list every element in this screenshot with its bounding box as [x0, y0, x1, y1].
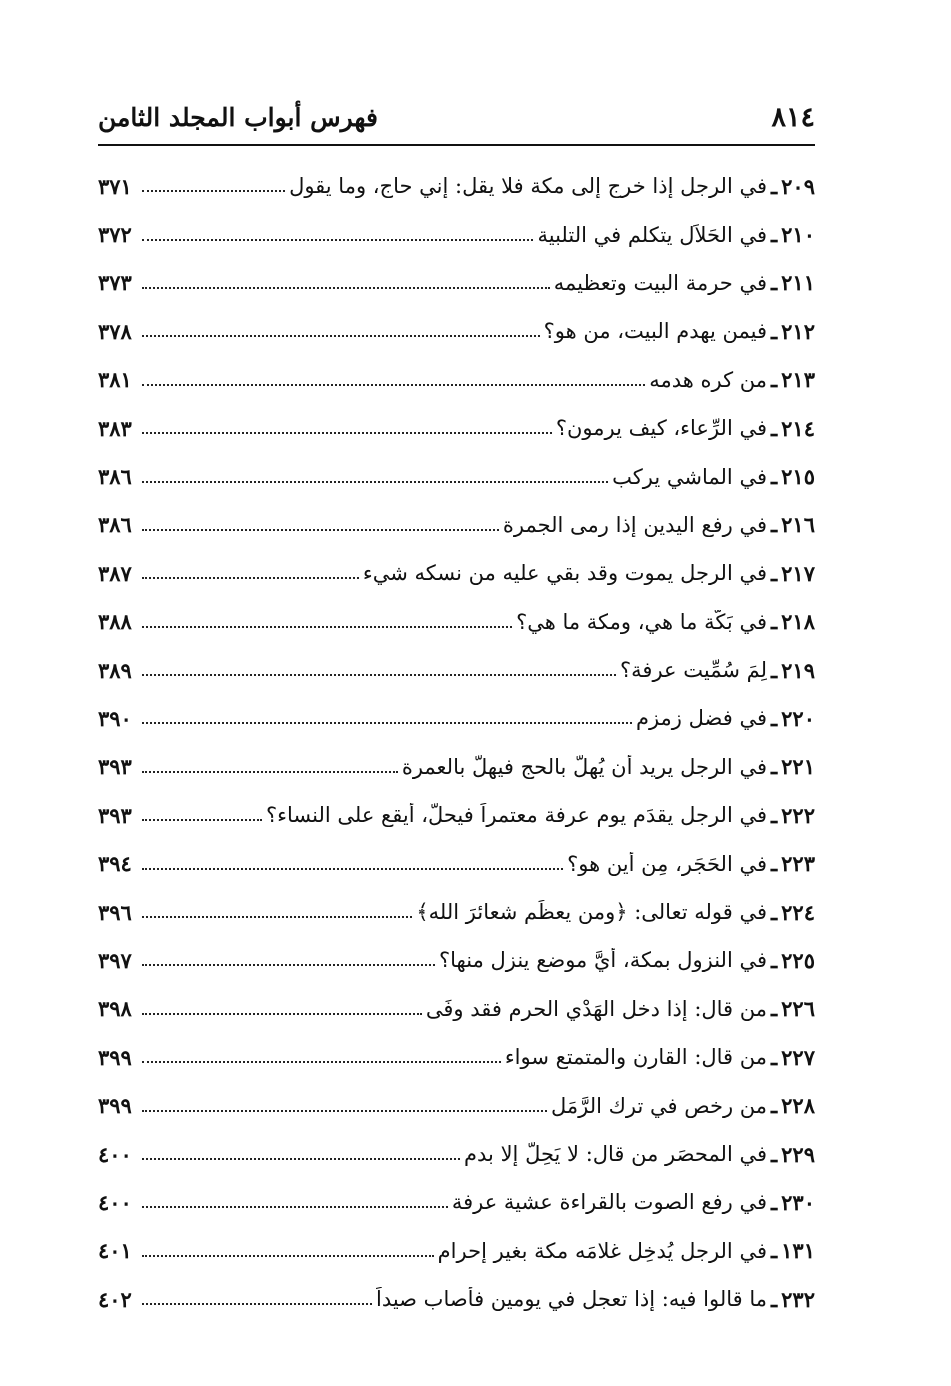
- entry-separator: ـ: [771, 222, 778, 248]
- entry-title: في قوله تعالى: ﴿ومن يعظِّم شعائرَ الله﴾: [416, 900, 767, 925]
- entry-separator: ـ: [771, 851, 778, 877]
- entry-title: في الرجل يقدَم يوم عرفة معتمراً فيحلُّ، أيقع على النساء؟: [265, 803, 767, 828]
- entry-page-number: ٤٠١: [98, 1238, 132, 1264]
- toc-entry: [98, 259, 815, 307]
- entry-page-number: ٣٨٧: [98, 560, 132, 586]
- entry-page-number: ٣٧٣: [98, 270, 132, 296]
- entry-number: ٢١٦: [781, 512, 815, 538]
- page-number: ٨١٤: [771, 101, 815, 133]
- entry-separator: ـ: [771, 560, 778, 586]
- toc-entry: [98, 1033, 815, 1081]
- entry-separator: ـ: [771, 512, 778, 538]
- toc-entry: [98, 501, 815, 549]
- entry-title: من قال: القارن والمتمتع سواء: [504, 1045, 767, 1070]
- entry-separator: ـ: [771, 1141, 778, 1167]
- entry-page-number: ٣٩٣: [98, 802, 132, 828]
- dot-leader: [142, 384, 645, 386]
- entry-number: ٢٢٩: [781, 1141, 815, 1167]
- header-divider: [98, 144, 815, 146]
- toc-entry: [98, 1178, 815, 1226]
- toc-entry: [98, 1130, 815, 1178]
- dot-leader: [142, 771, 398, 773]
- entry-title: في فضل زمزم: [635, 706, 767, 731]
- page-header: [98, 92, 815, 142]
- toc-entry: [98, 452, 815, 500]
- dot-leader: [142, 1303, 372, 1305]
- entry-number: ٢٣٢: [781, 1286, 815, 1312]
- toc-entry: [98, 888, 815, 936]
- entry-separator: ـ: [771, 1093, 778, 1119]
- dot-leader: [142, 287, 550, 289]
- entry-number: ٢١٢: [781, 318, 815, 344]
- dot-leader: [142, 1206, 448, 1208]
- toc-entry: [98, 936, 815, 984]
- dot-leader: [142, 1158, 460, 1160]
- entry-title: ما قالوا فيه: إذا تعجل في يومين فأصاب صيداً: [375, 1287, 767, 1312]
- toc-entry: [98, 549, 815, 597]
- entry-separator: ـ: [771, 996, 778, 1022]
- entry-separator: ـ: [771, 1044, 778, 1070]
- entry-title: فيمن يهدم البيت، من هو؟: [543, 319, 767, 344]
- entry-number: ٢١١: [781, 270, 815, 296]
- dot-leader: [142, 1061, 501, 1063]
- entry-number: ٢١٠: [781, 222, 815, 248]
- entry-separator: ـ: [771, 1238, 778, 1264]
- toc-entry: [98, 1275, 815, 1323]
- running-title: فهرس أبواب المجلد الثامن: [98, 102, 378, 132]
- entry-page-number: ٣٩٦: [98, 899, 132, 925]
- entry-separator: ـ: [771, 415, 778, 441]
- entry-title: في بَكَّة ما هي، ومكة ما هي؟: [516, 609, 767, 634]
- entry-page-number: ٣٩٧: [98, 947, 132, 973]
- dot-leader: [142, 964, 435, 966]
- entry-number: ٢٠٩: [781, 173, 815, 199]
- entry-number: ٢١٣: [781, 367, 815, 393]
- entry-title: في الرجل يُدخِل غلامَه مكة بغير إحرام: [437, 1238, 767, 1263]
- entry-page-number: ٤٠٠: [98, 1141, 132, 1167]
- entry-page-number: ٣٧٨: [98, 318, 132, 344]
- entry-separator: ـ: [771, 802, 778, 828]
- dot-leader: [142, 481, 608, 483]
- entry-page-number: ٣٧١: [98, 173, 132, 199]
- toc-entry: [98, 210, 815, 258]
- entry-separator: ـ: [771, 318, 778, 344]
- entry-separator: ـ: [771, 367, 778, 393]
- entry-page-number: ٣٩٤: [98, 851, 132, 877]
- toc-entry: [98, 162, 815, 210]
- entry-number: ٢١٨: [781, 609, 815, 635]
- entry-page-number: ٣٩٨: [98, 996, 132, 1022]
- entry-number: ٢١٤: [781, 415, 815, 441]
- entry-number: ٢٢٢: [781, 802, 815, 828]
- entry-title: في الماشي يركب: [612, 464, 767, 489]
- dot-leader: [142, 868, 563, 870]
- entry-separator: ـ: [771, 1189, 778, 1215]
- entry-page-number: ٣٨٨: [98, 609, 132, 635]
- toc-entry: [98, 646, 815, 694]
- entry-separator: ـ: [771, 270, 778, 296]
- dot-leader: [142, 1110, 547, 1112]
- entry-number: ٢٢٤: [781, 899, 815, 925]
- dot-leader: [142, 722, 632, 724]
- toc-entry: [98, 598, 815, 646]
- entry-number: ٢١٧: [781, 560, 815, 586]
- dot-leader: [142, 190, 285, 192]
- dot-leader: [142, 529, 499, 531]
- entry-separator: ـ: [771, 657, 778, 683]
- entry-separator: ـ: [771, 947, 778, 973]
- entry-title: في الحَلاَل يتكلم في التلبية: [537, 222, 767, 247]
- dot-leader: [142, 1013, 422, 1015]
- entry-title: في الرِّعاء، كيف يرمون؟: [555, 416, 767, 441]
- dot-leader: [142, 335, 540, 337]
- dot-leader: [142, 916, 412, 918]
- entry-separator: ـ: [771, 899, 778, 925]
- table-of-contents: [98, 162, 815, 1323]
- dot-leader: [142, 432, 552, 434]
- dot-leader: [142, 239, 533, 241]
- entry-title: في رفع اليدين إذا رمى الجمرة: [502, 512, 767, 537]
- entry-number: ٢١٩: [781, 657, 815, 683]
- entry-title: في المحصَر من قال: لا يَحِلُّ إلا بدم: [464, 1142, 767, 1166]
- entry-number: ٢١٥: [781, 464, 815, 490]
- entry-separator: ـ: [771, 609, 778, 635]
- entry-page-number: ٣٨٣: [98, 415, 132, 441]
- entry-separator: ـ: [771, 464, 778, 490]
- entry-number: ٢٢٨: [781, 1093, 815, 1119]
- entry-number: ٢٢٦: [781, 996, 815, 1022]
- entry-page-number: ٣٧٢: [98, 222, 132, 248]
- entry-title: في حرمة البيت وتعظيمه: [553, 270, 767, 295]
- entry-page-number: ٣٩٩: [98, 1044, 132, 1070]
- toc-entry: [98, 694, 815, 742]
- dot-leader: [142, 819, 262, 821]
- entry-number: ٢٢٥: [781, 947, 815, 973]
- entry-title: من رخص في ترك الرَّمَل: [550, 1093, 767, 1118]
- entry-title: في الرجل يريد أن يُهلَّ بالحج فيهلُّ بالعمرة: [401, 754, 767, 779]
- toc-entry: [98, 404, 815, 452]
- entry-page-number: ٣٩٣: [98, 754, 132, 780]
- toc-entry: [98, 356, 815, 404]
- entry-number: ٢٢٠: [781, 705, 815, 731]
- toc-entry: [98, 839, 815, 887]
- entry-page-number: ٤٠٠: [98, 1189, 132, 1215]
- entry-page-number: ٣٩٩: [98, 1093, 132, 1119]
- toc-entry: [98, 985, 815, 1033]
- dot-leader: [142, 1255, 434, 1257]
- entry-separator: ـ: [771, 173, 778, 199]
- toc-entry: [98, 1081, 815, 1129]
- entry-page-number: ٤٠٢: [98, 1286, 132, 1312]
- entry-page-number: ٣٨٦: [98, 464, 132, 490]
- entry-title: من كره هدمه: [649, 367, 767, 392]
- entry-title: في الرجل إذا خرج إلى مكة فلا يقل: إني حاج، وما يقول: [289, 174, 767, 199]
- entry-page-number: ٣٨٦: [98, 512, 132, 538]
- entry-title: في الحَجَر، مِن أين هو؟: [567, 851, 767, 876]
- entry-number: ٢٢٧: [781, 1044, 815, 1070]
- entry-separator: ـ: [771, 754, 778, 780]
- toc-entry: [98, 791, 815, 839]
- entry-number: ٢٣٠: [781, 1189, 815, 1215]
- entry-separator: ـ: [771, 705, 778, 731]
- toc-entry: [98, 307, 815, 355]
- entry-separator: ـ: [771, 1286, 778, 1312]
- entry-title: لِمَ سُمِّيت عرفة؟: [620, 658, 767, 683]
- entry-number: ١٣١: [781, 1238, 815, 1264]
- dot-leader: [142, 626, 512, 628]
- entry-page-number: ٣٨١: [98, 367, 132, 393]
- entry-title: في النزول بمكة، أيَّ موضع ينزل منها؟: [439, 948, 767, 973]
- entry-title: في رفع الصوت بالقراءة عشية عرفة: [451, 1190, 767, 1215]
- dot-leader: [142, 577, 359, 579]
- entry-title: في الرجل يموت وقد بقي عليه من نسكه شيء: [362, 561, 767, 586]
- entry-page-number: ٣٨٩: [98, 657, 132, 683]
- entry-number: ٢٢٣: [781, 851, 815, 877]
- dot-leader: [142, 674, 616, 676]
- entry-title: من قال: إذا دخل الهَدْي الحرم فقد وفَى: [425, 996, 767, 1021]
- toc-entry: [98, 1227, 815, 1275]
- entry-number: ٢٢١: [781, 754, 815, 780]
- entry-page-number: ٣٩٠: [98, 705, 132, 731]
- toc-entry: [98, 743, 815, 791]
